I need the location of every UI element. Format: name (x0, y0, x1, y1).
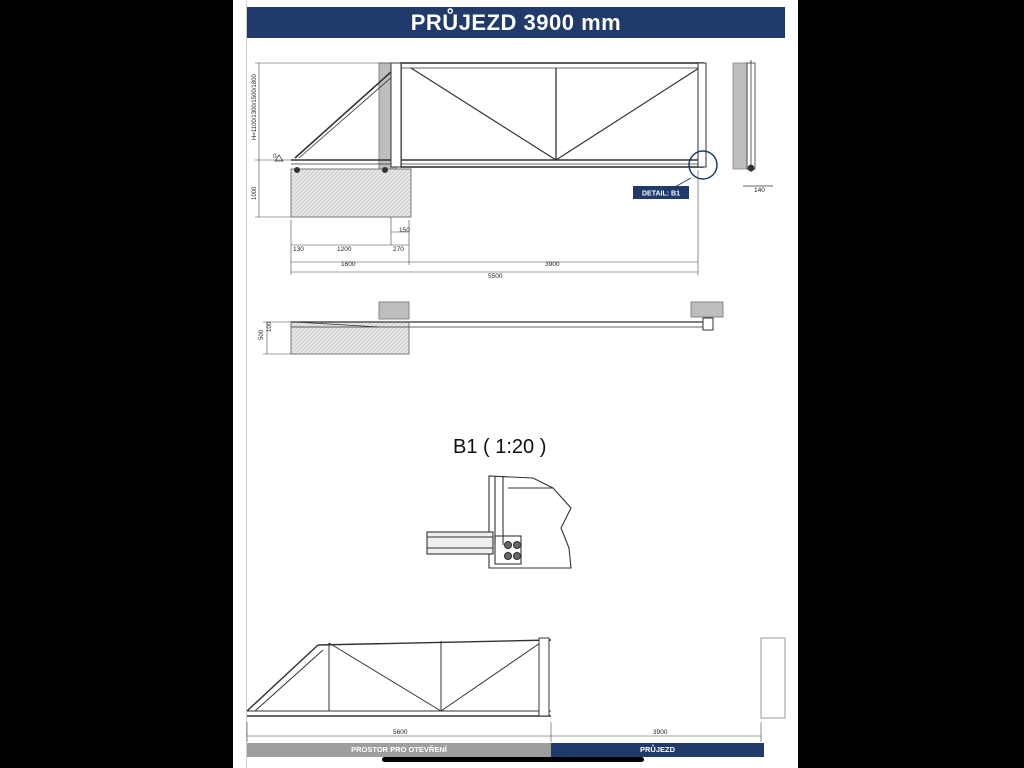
zero-label: 0 (273, 153, 277, 160)
dim-130: 130 (293, 246, 304, 253)
dim-1200: 1200 (337, 246, 352, 253)
gate-frame (401, 63, 703, 167)
bottom-dim-5600: 5600 (393, 729, 408, 736)
bottom-dim-3900: 3900 (653, 729, 668, 736)
detail-title: B1 ( 1:20 ) (453, 436, 547, 458)
dim-5500: 5500 (488, 273, 503, 280)
plan-dim-100: 100 (267, 321, 273, 332)
plan-view (291, 302, 723, 354)
gate-post (391, 63, 401, 167)
detail-b1-drawing (427, 476, 571, 568)
detail-tag: DETAIL: B1 (642, 190, 680, 198)
dim-3900: 3900 (545, 261, 560, 268)
page-title: PRŮJEZD 3900 mm (247, 7, 785, 38)
drawing-sheet (233, 0, 798, 768)
opening-space-label: PROSTOR PRO OTEVŘENÍ (247, 743, 551, 757)
technical-drawing (233, 0, 798, 768)
home-indicator[interactable] (382, 757, 644, 762)
dim-1600: 1600 (341, 261, 356, 268)
height-label: H=1100/1300/1500/1800 (252, 74, 258, 140)
plan-dim-500: 500 (259, 329, 265, 340)
passage-label: PRŮJEZD (551, 743, 764, 757)
foundation-height-dim: 1000 (252, 186, 258, 200)
dim-150: 150 (399, 227, 410, 234)
dim-270: 270 (393, 246, 404, 253)
bottom-elevation (247, 638, 785, 718)
post-width-dim: 140 (754, 187, 765, 194)
foundation (291, 169, 411, 217)
side-section (733, 60, 773, 186)
